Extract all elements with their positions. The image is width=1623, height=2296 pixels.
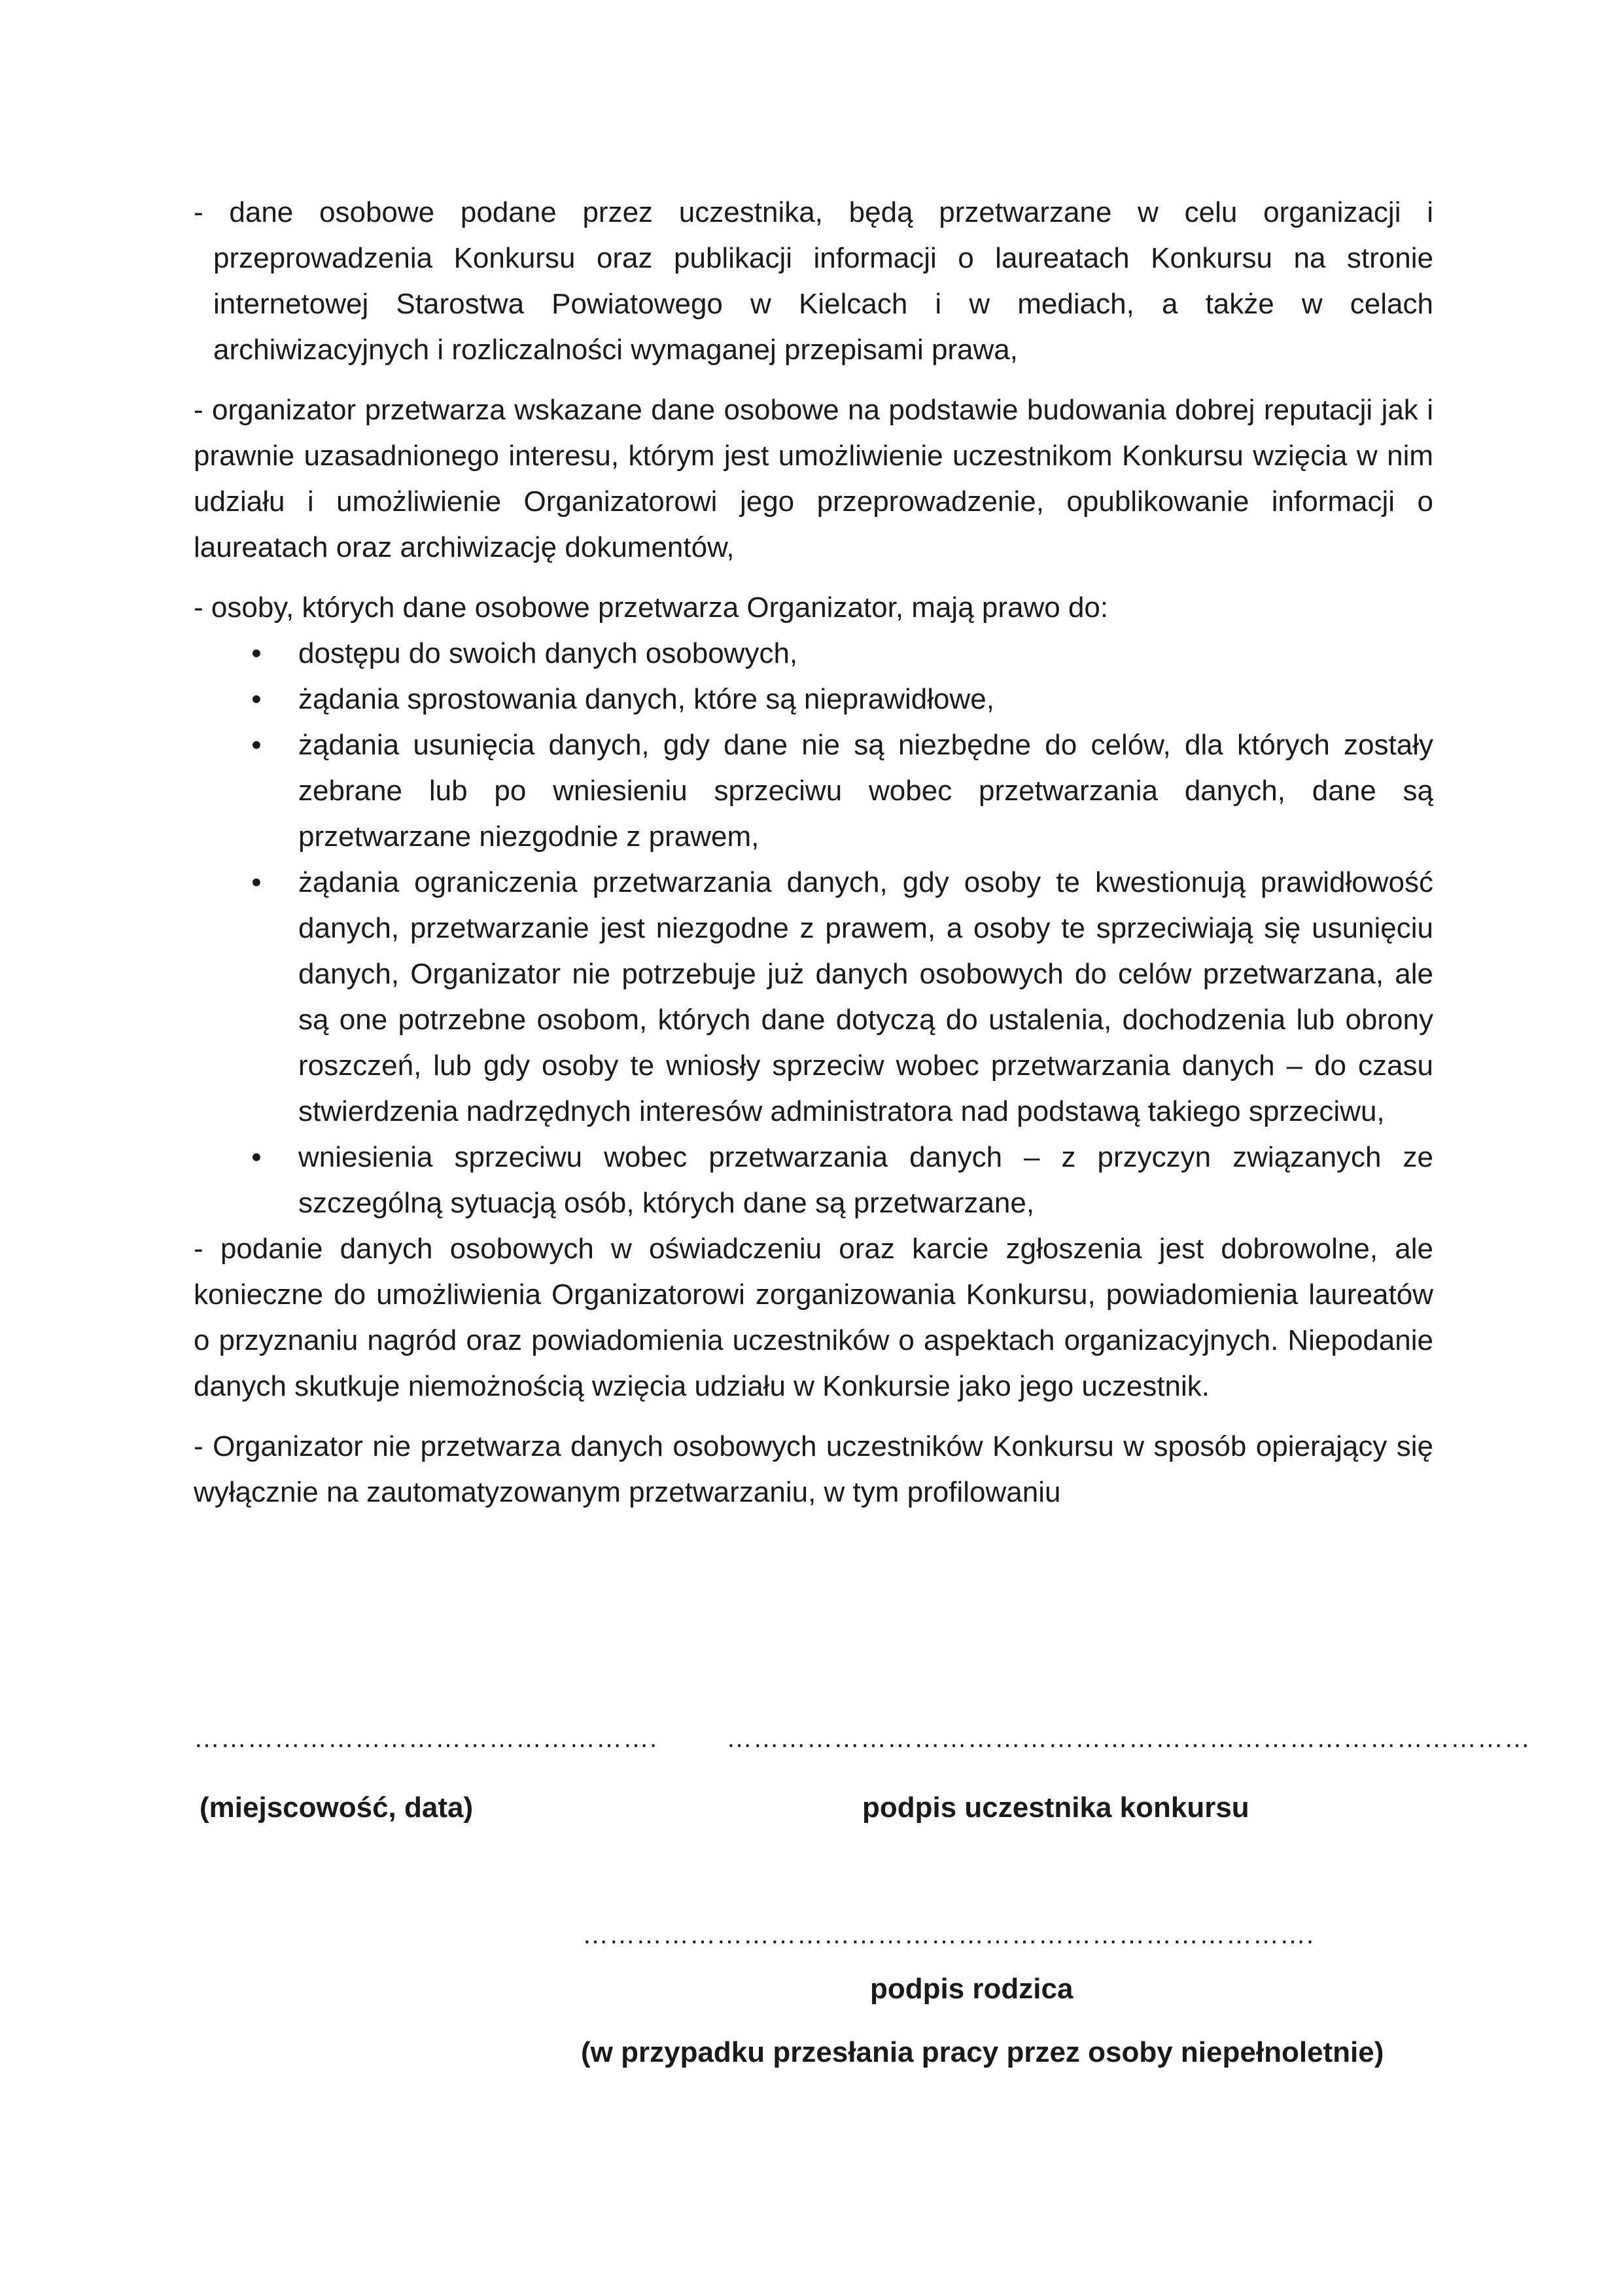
place-date-line: ……………………………………………. bbox=[194, 1724, 658, 1753]
list-item-text: wniesienia sprzeciwu wobec przetwarzania danych – z przyczyn związanych ze szczególną sytuacją osób, których dane są przetwarzane, bbox=[298, 1141, 1433, 1219]
list-item-text: dostępu do swoich danych osobowych, bbox=[298, 637, 798, 669]
list-item bbox=[194, 860, 1433, 1135]
bullet-icon: • bbox=[251, 1141, 262, 1173]
paragraph-rights-intro: - osoby, których dane osobowe przetwarza Organizator, mają prawo do: bbox=[194, 592, 1109, 624]
parent-signature-note: (w przypadku przesłania pracy przez osoby niepełnoletnie) bbox=[581, 2036, 1384, 2068]
bullet-icon: • bbox=[251, 729, 262, 761]
list-item bbox=[194, 631, 1433, 677]
parent-signature-label: podpis rodzica bbox=[870, 1973, 1073, 2005]
paragraph-voluntary: - podanie danych osobowych w oświadczeniu oraz karcie zgłoszenia jest dobrowolne, ale konieczne do umożliwienia Organizatorowi zorganizowania Konkursu, powiadomienia laureatów o przyznaniu nagród oraz powiadomienia uczestników o aspektach organizacyjnych. Niepodanie danych skutkuje niemożnością wzięcia udziału w Konkursie jako jego uczestnik. bbox=[194, 1233, 1433, 1402]
bullet-icon: • bbox=[251, 683, 262, 715]
bullet-icon: • bbox=[251, 637, 262, 669]
list-item-text: żądania sprostowania danych, które są nieprawidłowe, bbox=[298, 683, 994, 715]
list-item-text: żądania usunięcia danych, gdy dane nie są niezbędne do celów, dla których zostały zebrane lub po wniesieniu sprzeciwu wobec przetwarzania danych, dane są przetwarzane niezgodnie z prawem, bbox=[298, 729, 1433, 853]
bullet-icon: • bbox=[251, 866, 262, 898]
paragraph-profiling: - Organizator nie przetwarza danych osobowych uczestników Konkursu w sposób opierający się wyłącznie na zautomatyzowanym przetwarzaniu, w tym profilowaniu bbox=[194, 1430, 1433, 1508]
list-item bbox=[194, 677, 1433, 722]
list-item-text: żądania ograniczenia przetwarzania danych, gdy osoby te kwestionują prawidłowość danych, przetwarzanie jest niezgodne z prawem, a osoby te sprzeciwiają się usunięciu danych, Organizator nie potrzebuje już danych osobowych do celów przetwarzana, ale są one potrzebne osobom, których dane dotyczą do ustalenia, dochodzenia lub obrony roszczeń, lub gdy osoby te wniosły sprzeciw wobec przetwarzania danych – do czasu stwierdzenia nadrzędnych interesów administratora nad podstawą takiego sprzeciwu, bbox=[298, 866, 1433, 1127]
list-item bbox=[194, 722, 1433, 860]
document-body bbox=[194, 190, 1433, 1530]
paragraph-data-purpose: - dane osobowe podane przez uczestnika, będą przetwarzane w celu organizacji i przeprowadzenia Konkursu oraz publikacji informacji o laureatach Konkursu na stronie internetowej Starostwa Powiatowego w Kielcach i w mediach, a także w celach archiwizacyjnych i rozliczalności wymaganej przepisami prawa, bbox=[194, 196, 1433, 366]
place-date-label: (miejscowość, data) bbox=[200, 1792, 474, 1824]
parent-signature-line: ………………………………………………………………………. bbox=[582, 1920, 1315, 1949]
rights-list bbox=[194, 631, 1433, 1226]
participant-signature-line: ……………………………………………………………………………… bbox=[726, 1724, 1531, 1753]
participant-signature-label: podpis uczestnika konkursu bbox=[862, 1792, 1249, 1824]
list-item bbox=[194, 1135, 1433, 1226]
paragraph-legal-basis: - organizator przetwarza wskazane dane osobowe na podstawie budowania dobrej reputacji jak i prawnie uzasadnionego interesu, którym jest umożliwienie uczestnikom Konkursu wzięcia w nim udziału i umożliwienie Organizatorowi jego przeprowadzenie, opublikowanie informacji o laureatach oraz archiwizację dokumentów, bbox=[194, 394, 1433, 563]
